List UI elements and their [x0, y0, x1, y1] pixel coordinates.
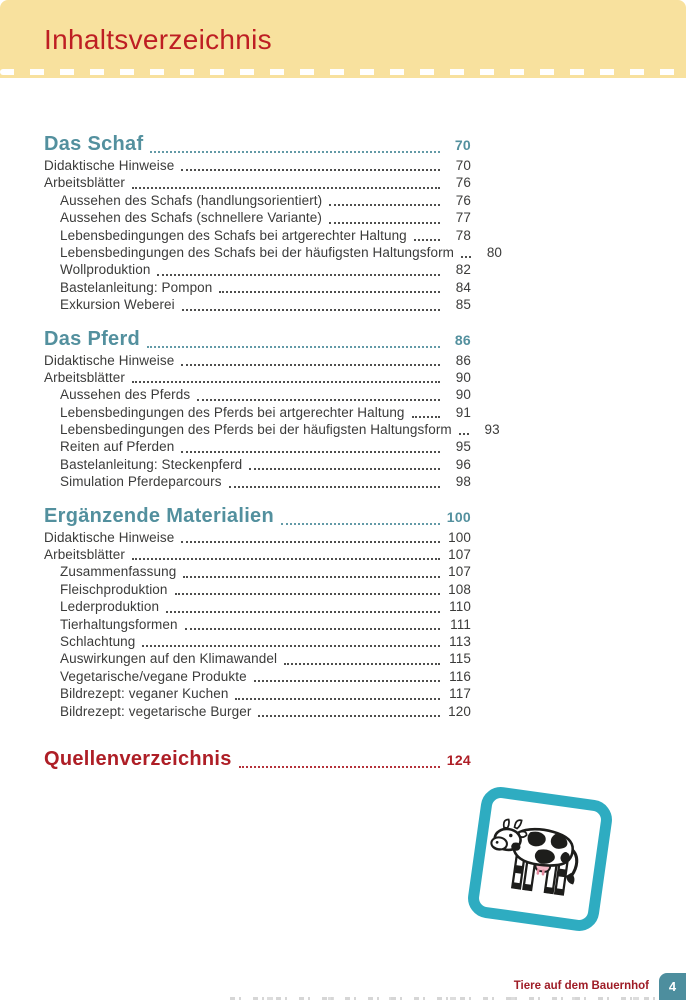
toc-entry	[44, 405, 471, 422]
cow-icon	[481, 801, 598, 915]
toc-section-heading-page: 86	[454, 331, 471, 348]
toc-section	[44, 327, 500, 492]
toc-entry	[44, 370, 471, 387]
toc-section-heading	[44, 505, 471, 530]
toc-section-heading-label: Das Pferd	[44, 327, 141, 350]
toc-entry	[44, 387, 471, 404]
toc-entry-label: Schlachtung	[60, 633, 136, 649]
toc-entry	[44, 262, 471, 279]
dotted-leader	[150, 151, 440, 153]
toc-section-heading	[44, 748, 471, 773]
toc-entry-page: 90	[455, 387, 471, 403]
toc-section-heading-page: 70	[454, 137, 471, 153]
toc-entry-label: Auswirkungen auf den Klimawandel	[60, 651, 278, 667]
dotted-leader	[235, 698, 440, 700]
toc-entry	[44, 547, 471, 564]
toc-entry	[44, 158, 471, 175]
dotted-leader	[329, 222, 440, 224]
page-title: Inhaltsverzeichnis	[44, 24, 272, 55]
toc-entry-label: Lebensbedingungen des Schafs bei der häufigsten Haltungsform	[60, 244, 455, 260]
toc-section	[44, 748, 471, 773]
toc-entry-label: Lebensbedingungen des Pferds bei der häufigsten Haltungsform	[60, 422, 452, 438]
toc-entry-page: 110	[449, 599, 471, 615]
toc-entry	[44, 175, 471, 192]
toc-entry	[44, 210, 471, 227]
dotted-leader	[147, 346, 440, 348]
toc-entry-page: 116	[449, 668, 471, 684]
dotted-leader	[183, 576, 440, 578]
toc-entry-page: 84	[455, 279, 471, 295]
toc-entry-page: 91	[455, 404, 471, 420]
toc-section-heading-label: Ergänzende Materialien	[44, 504, 274, 527]
toc-entry	[44, 474, 471, 491]
toc	[44, 133, 503, 773]
dotted-leader	[181, 364, 440, 366]
toc-entry-label: Didaktische Hinweise	[44, 158, 175, 173]
dotted-leader	[197, 399, 440, 401]
toc-entry-label: Zusammenfassung	[60, 564, 177, 580]
toc-entry-page: 76	[455, 175, 471, 191]
toc-entry-label: Wollproduktion	[60, 262, 151, 278]
header-band	[0, 0, 686, 78]
toc-entry	[44, 457, 471, 474]
toc-entry	[44, 617, 471, 634]
toc-entry-label: Bildrezept: vegetarische Burger	[60, 703, 252, 719]
dotted-leader	[132, 187, 440, 189]
dashed-divider	[0, 69, 686, 75]
dotted-leader	[414, 239, 440, 241]
toc-entry-label: Lebensbedingungen des Pferds bei artgerechter Haltung	[60, 404, 405, 420]
toc-entry-label: Aussehen des Schafs (schnellere Variante)	[60, 210, 322, 226]
dotted-leader	[181, 169, 440, 171]
toc-entry	[44, 280, 471, 297]
toc-entry-label: Exkursion Weberei	[60, 297, 175, 313]
toc-entry-label: Bastelanleitung: Pompon	[60, 279, 213, 295]
toc-entry-label: Fleischproduktion	[60, 581, 168, 597]
toc-entry	[44, 422, 500, 439]
toc-section-heading	[44, 133, 471, 158]
toc-section-heading	[44, 328, 471, 353]
toc-entry-label: Bildrezept: veganer Kuchen	[60, 686, 229, 702]
toc-entry-page: 108	[448, 581, 471, 597]
toc-entry-page: 78	[455, 227, 471, 243]
toc-entry-page: 86	[455, 352, 471, 368]
dotted-leader	[219, 291, 440, 293]
toc-entry-page: 107	[448, 547, 471, 563]
dotted-leader	[459, 433, 469, 435]
dotted-leader	[229, 486, 440, 488]
dotted-leader	[249, 468, 440, 470]
dotted-leader	[329, 204, 440, 206]
dotted-leader	[461, 256, 471, 258]
toc-section	[44, 505, 471, 721]
dotted-leader	[175, 593, 440, 595]
toc-entry-label: Simulation Pferdeparcours	[60, 474, 222, 490]
toc-entry	[44, 439, 471, 456]
toc-entry	[44, 193, 471, 210]
cow-illustration-card	[465, 784, 614, 933]
toc-entry-page: 117	[449, 686, 471, 702]
toc-entry-label: Lederproduktion	[60, 599, 160, 615]
dotted-leader	[284, 663, 440, 665]
dotted-leader	[181, 451, 440, 453]
toc-entry-page: 96	[455, 456, 471, 472]
toc-entry	[44, 564, 471, 581]
dotted-leader	[166, 611, 440, 613]
toc-entry	[44, 704, 471, 721]
dotted-leader	[239, 766, 440, 768]
toc-entry	[44, 353, 471, 370]
toc-section-heading-label: Quellenverzeichnis	[44, 747, 232, 770]
toc-section-heading-page: 100	[446, 508, 471, 525]
toc-entry-label: Lebensbedingungen des Schafs bei artgerechter Haltung	[60, 227, 407, 243]
toc-entry-page: 85	[455, 297, 471, 313]
toc-entry-label: Arbeitsblätter	[44, 175, 125, 191]
toc-entry-page: 111	[450, 616, 471, 632]
toc-entry-page: 93	[484, 422, 500, 438]
dotted-leader	[258, 715, 440, 717]
toc-entry-label: Arbeitsblätter	[44, 369, 125, 385]
dotted-leader	[132, 381, 440, 383]
dotted-leader	[142, 645, 440, 647]
toc-entry	[44, 669, 471, 686]
toc-entry-page: 70	[455, 158, 471, 173]
dotted-leader	[185, 628, 440, 630]
toc-entry-page: 115	[449, 651, 471, 667]
toc-entry-label: Aussehen des Schafs (handlungsorientiert)	[60, 192, 323, 208]
toc-entry-page: 95	[455, 439, 471, 455]
toc-entry	[44, 297, 471, 314]
toc-entry-page: 77	[455, 210, 471, 226]
dotted-leader	[181, 541, 440, 543]
toc-entry-page: 90	[455, 369, 471, 385]
toc-entry	[44, 686, 471, 703]
toc-entry-label: Bastelanleitung: Steckenpferd	[60, 456, 243, 472]
toc-entry-label: Vegetarische/vegane Produkte	[60, 668, 247, 684]
toc-entry	[44, 651, 471, 668]
toc-entry	[44, 228, 471, 245]
dotted-leader	[281, 523, 440, 525]
toc-entry-page: 120	[448, 703, 471, 719]
toc-entry	[44, 582, 471, 599]
toc-section	[44, 133, 503, 315]
toc-entry-label: Didaktische Hinweise	[44, 352, 175, 368]
toc-section-heading-label: Das Schaf	[44, 133, 144, 155]
toc-entry-page: 107	[448, 564, 471, 580]
toc-entry-page: 100	[448, 529, 471, 545]
toc-entry-label: Reiten auf Pferden	[60, 439, 175, 455]
toc-entry-label: Tierhaltungsformen	[60, 616, 178, 632]
toc-entry	[44, 530, 471, 547]
dotted-leader	[254, 680, 440, 682]
toc-entry	[44, 244, 503, 262]
toc-entry	[44, 634, 471, 651]
footer-series-title: Tiere auf dem Bauernhof	[513, 980, 649, 992]
dotted-leader	[182, 309, 440, 311]
page-number-badge: 4	[659, 973, 686, 1000]
dotted-leader	[132, 558, 440, 560]
dotted-leader	[412, 416, 440, 418]
toc-entry-page: 80	[486, 244, 503, 260]
toc-entry	[44, 599, 471, 616]
toc-section-heading-page: 124	[446, 751, 471, 768]
toc-entry-page: 113	[449, 633, 471, 649]
toc-entry-label: Aussehen des Pferds	[60, 387, 191, 403]
dotted-leader	[157, 274, 440, 276]
toc-entry-page: 76	[455, 192, 471, 208]
toc-entry-label: Didaktische Hinweise	[44, 529, 175, 545]
toc-entry-label: Arbeitsblätter	[44, 547, 125, 563]
toc-entry-page: 98	[455, 474, 471, 490]
toc-entry-page: 82	[455, 262, 471, 278]
